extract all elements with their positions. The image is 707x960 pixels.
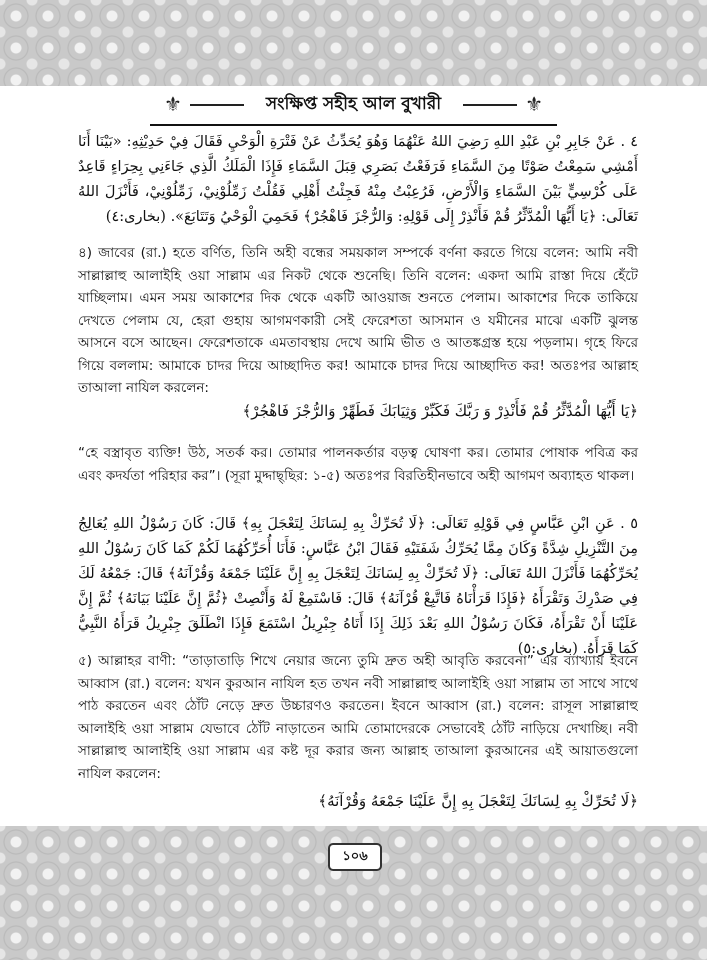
hadith-4-verse: ﴿يَا أَيُّهَا الْمُدَّثِّرُ قُمْ فَأَنْذِرْ وَ رَبَّكَ فَكَبِّرْ وَثِيَابَكَ فَطَهِّرْ وَالرُّجْزَ فَاهْجُرْ﴾ bbox=[242, 402, 638, 420]
hadith-5-bengali: ৫) আল্লাহর বাণী: “তাড়াতাড়ি শিখে নেয়ার জন্যে তুমি দ্রুত অহী আবৃতি করবেনা” এর ব্যাখ্যায় ইবনে আব্বাস (রা.) বলেন: যখন কুরআন নাযিল হত তখন নবী সাল্লাল্লাহু আলাইহি ওয়া সাল্লাম তা সাথে সাথে পাঠ করতেন এবং ঠোঁট নেড়ে দ্রুত উচ্চারণও করতেন। ইবনে আব্বাস (রা.) বলেন: রাসূল সাল্লাল্লাহু আলাইহি ওয়া সাল্লাম যেভাবে ঠোঁট নাড়াতেন আমি তোমাদেরকে সেভাবেই ঠোঁট নাড়িয়ে দেখাচ্ছি। নবী সাল্লাল্লাহু আলাইহি ওয়া সাল্লাম এর কষ্ট দূর করার জন্য আল্লাহ তাআলা কুরআনের এই আয়াতগুলো নাযিল করলেন: bbox=[78, 653, 638, 782]
hadith-4-bengali: ৪) জাবের (রা.) হতে বর্ণিত, তিনি অহী বন্ধের সময়কাল সম্পর্কে বর্ণনা করতে গিয়ে বলেন: আমি নবী সাল্লাল্লাহু আলাইহি ওয়া সাল্লাম এর নিকট থেকে শুনেছি। তিনি বলেন: একদা আমি রাস্তা দিয়ে হেঁটে যাচ্ছিলাম। এমন সময় আকাশের দিক থেকে একটি আওয়াজ শুনতে পেলাম। আকাশের দিকে তাকিয়ে দেখতে পেলাম যে, হেরা গুহায় আগমণকারী সেই ফেরেশতা আসমান ও যমীনের মাঝে একটি ঝুলন্ত আসনে বসে আছেন। ফেরেশতাকে এমতাবস্থায় দেখে আমি ভীত ও আতঙ্কগ্রস্ত হয়ে পড়লাম। গৃহে ফিরে গিয়ে বললাম: আমাকে চাদর দিয়ে আচ্ছাদিত কর! আমাকে চাদর দিয়ে আচ্ছাদিত কর! অতঃপর আল্লাহ তাআলা নাযিল করলেন: bbox=[78, 245, 638, 396]
hadith-4-translation: “হে বস্ত্রাবৃত ব্যক্তি! উঠ, সতর্ক কর। তোমার পালনকর্তার বড়ত্ব ঘোষণা কর। তোমার পোষাক পবিত্র কর এবং কদর্যতা পরিহার কর”। (সূরা মুদ্দাছ্‌ছির: ১-৫) অতঃপর বিরতিহীনভাবে অহী আগমণ অব্যাহত থাকল। bbox=[78, 445, 638, 484]
hadith-5-verse: ﴿لَا تُحَرِّكْ بِهِ لِسَانَكَ لِتَعْجَلَ بِهِ إِنَّ عَلَيْنَا جَمْعَهُ وَقُرْآنَهُ﴾ bbox=[318, 792, 638, 810]
running-header bbox=[150, 86, 557, 124]
hadith-5-arabic: ٥ . عَنِ ابْنِ عَبَّاسٍ فِي قَوْلِهِ تَعَالَى: ﴿لَا تُحَرِّكْ بِهِ لِسَانَكَ لِتَعْجَلَ بِهِ﴾ قَالَ: كَانَ رَسُوْلُ اللهِ يُعَالِجُ مِنَ التَّنْزِيلِ شِدَّةً وَكَانَ مِمَّا يُحَرِّكُ شَفَتَيْهِ فَقَالَ ابْنُ عَبَّاسٍ: فَأَنَا أُحَرِّكُهُمَا لَكُمْ كَمَا كَانَ رَسُوْلُ اللهِ يُحَرِّكُهُمَا فَأَنْزَلَ اللهُ تَعَالَى: ﴿لَا تُحَرِّكْ بِهِ لِسَانَكَ لِتَعْجَلَ بِهِ إِنَّ عَلَيْنَا جَمْعَهُ وَقُرْآنَهُ﴾ قَالَ: جَمْعُهُ لَكَ فِي صَدْرِكَ وَتَقْرَأَهُ ﴿فَإِذَا قَرَأْنَاهُ فَاتَّبِعْ قُرْآنَهُ﴾ قَالَ: فَاسْتَمِعْ لَهُ وَأَنْصِتْ ﴿ثُمَّ إِنَّ عَلَيْنَا بَيَانَهُ﴾ ثُمَّ إِنَّ عَلَيْنَا أَنْ تَقْرَأَهُ، فَكَانَ رَسُوْلُ اللهِ بَعْدَ ذَلِكَ إِذَا أَتَاهُ جِبْرِيلُ اسْتَمَعَ فَإِذَا انْطَلَقَ جِبْرِيلُ قَرَأَهُ النَّبِيُّ كَمَا قَرَأَهُ. (بخارى:٥) bbox=[78, 516, 638, 657]
header-underline bbox=[150, 124, 557, 126]
header-rule-right bbox=[463, 104, 517, 106]
top-decorative-band bbox=[0, 0, 707, 86]
ornament-left-icon: ⚜ bbox=[164, 92, 182, 116]
header-rule-left bbox=[190, 104, 244, 106]
hadith-4-arabic: ٤ . عَنْ جَابِرِ بْنِ عَبْدِ اللهِ رَضِيَ اللهُ عَنْهُمَا وَهُوَ يُحَدِّثُ عَنْ فَتْرَةِ الْوَحْيِ فَقَالَ فِيْ حَدِيْثِهِ: «بَيْنَا أَنَا أَمْشِي سَمِعْتُ صَوْتًا مِنَ السَّمَاءِ فَرَفَعْتُ بَصَرِي قِبَلَ السَّمَاءِ فَإِذَا الْمَلَكُ الَّذِي جَاءَنِي بِحِرَاءٍ قَاعِدٌ عَلَى كُرْسِيٍّ بَيْنَ السَّمَاءِ وَالْأَرْضِ، فَرُعِبْتُ مِنْهُ فَجِئْتُ أَهْلِي فَقُلْتُ زَمِّلُوْنِيْ، زَمِّلُوْنِيْ، فَأَنْزَلَ اللهُ تَعَالَى: ﴿يَا أَيُّهَا الْمُدَّثِّرُ قُمْ فَأَنْذِرْ إِلَى قَوْلِهِ: وَالرُّجْزَ فَاهْجُرْ﴾ فَحَمِيَ الْوَحْيُ وَتَتَابَعَ». (بخارى:٤) bbox=[78, 134, 638, 225]
ornament-right-icon: ⚜ bbox=[525, 92, 543, 116]
page-number: ১০৬ bbox=[328, 843, 382, 871]
book-title: সংক্ষিপ্ত সহীহ আল বুখারী bbox=[265, 94, 442, 114]
